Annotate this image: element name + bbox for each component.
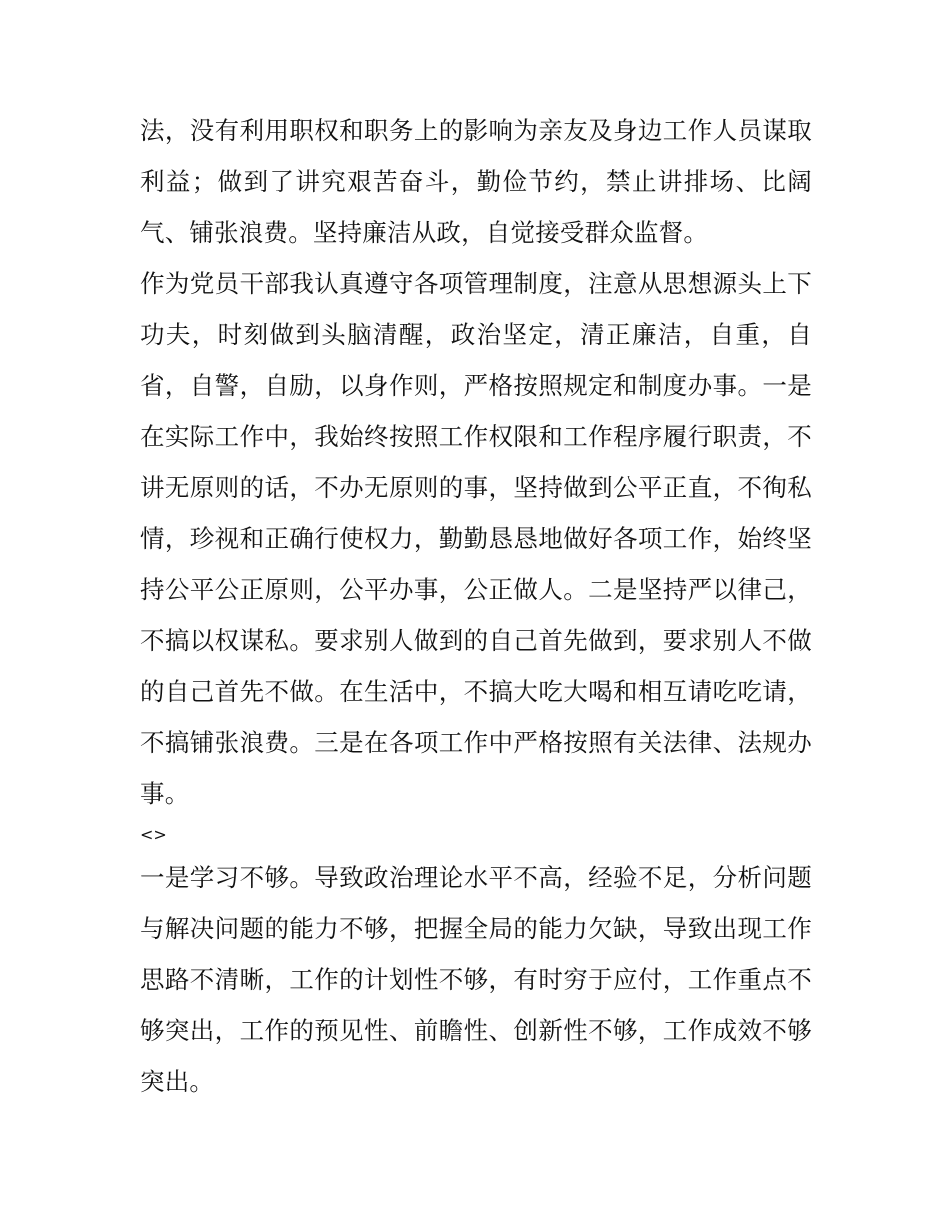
paragraph-line: 的自己首先不做。在生活中，不搞大吃大喝和相互请吃吃请， [140,677,812,706]
paragraph-line: 不搞铺张浪费。三是在各项工作中严格按照有关法律、法规办 [140,728,812,757]
paragraph-line: 事。 [140,779,190,808]
paragraph-line: 够突出，工作的预见性、前瞻性、创新性不够，工作成效不够 [140,1016,812,1045]
paragraph-line: 持公平公正原则，公平办事，公正做人。二是坚持严以律己， [140,575,812,604]
paragraph-line: 气、铺张浪费。坚持廉洁从政，自觉接受群众监督。 [140,218,709,247]
paragraph-line: 利益；做到了讲究艰苦奋斗，勤俭节约，禁止讲排场、比阔 [140,167,812,196]
paragraph-line: 省，自警，自励，以身作则，严格按照规定和制度办事。一是 [140,371,812,400]
paragraph-line: 在实际工作中，我始终按照工作权限和工作程序履行职责，不 [140,422,812,451]
section-marker: <> [140,825,167,844]
paragraph-integrity [140,105,812,258]
paragraph-line: 功夫，时刻做到头脑清醒，政治坚定，清正廉洁，自重，自 [140,320,812,349]
paragraph-discipline [140,258,812,819]
paragraph-line: 一是学习不够。导致政治理论水平不高，经验不足，分析问题 [140,863,812,892]
paragraph-line: 思路不清晰，工作的计划性不够，有时穷于应付，工作重点不 [140,965,812,994]
paragraph-shortcomings [140,852,812,1107]
paragraph-line: 突出。 [140,1067,215,1096]
paragraph-line: 讲无原则的话，不办无原则的事，坚持做到公平正直，不徇私 [140,473,812,502]
paragraph-line: 与解决问题的能力不够，把握全局的能力欠缺，导致出现工作 [140,914,812,943]
paragraph-line: 法，没有利用职权和职务上的影响为亲友及身边工作人员谋取 [140,116,812,145]
paragraph-line: 情，珍视和正确行使权力，勤勤恳恳地做好各项工作，始终坚 [140,524,812,553]
paragraph-line: 作为党员干部我认真遵守各项管理制度，注意从思想源头上下 [140,269,812,298]
paragraph-line: 不搞以权谋私。要求别人做到的自己首先做到，要求别人不做 [140,626,812,655]
